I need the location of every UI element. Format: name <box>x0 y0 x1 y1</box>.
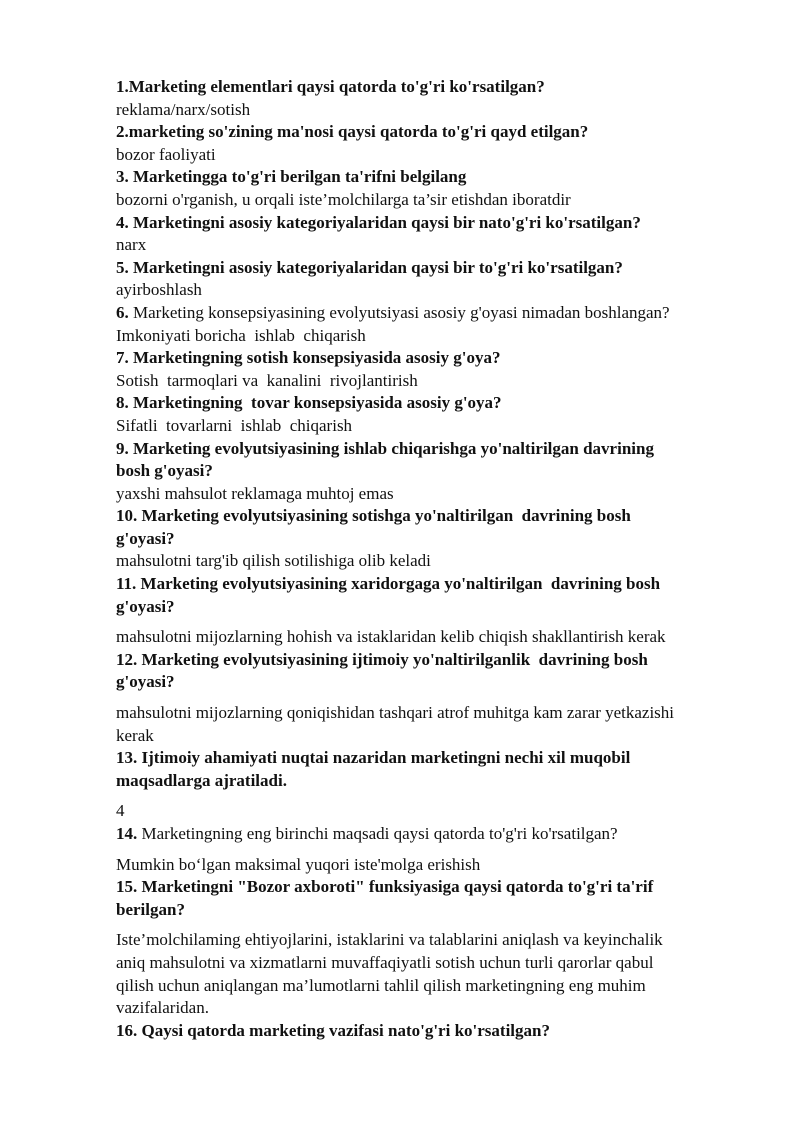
question-11-line-1: 11. Marketing evolyutsiyasining xaridorgaga yo'naltirilgan davrining bosh <box>116 574 661 594</box>
question-8: 8. Marketingning tovar konsepsiyasida asosiy g'oya? <box>116 393 502 413</box>
question-14 <box>116 823 746 846</box>
answer-7: Sotish tarmoqlari va kanalini rivojlantirish <box>116 370 418 390</box>
answer-14: Mumkin bo‘lgan maksimal yuqori iste'molga erishish <box>116 854 481 874</box>
answer-10: mahsulotni targ'ib qilish sotilishiga olib keladi <box>116 551 431 571</box>
question-3: 3. Marketingga to'g'ri berilgan ta'rifni belgilang <box>116 167 467 187</box>
answer-11: mahsulotni mijozlarning hohish va istaklaridan kelib chiqish shakllantirish kerak <box>116 627 666 647</box>
answer-13: 4 <box>116 801 125 821</box>
answer-15-line-4: vazifalaridan. <box>116 998 209 1018</box>
question-2: 2.marketing so'zining ma'nosi qaysi qatorda to'g'ri qayd etilgan? <box>116 122 589 142</box>
answer-8: Sifatli tovarlarni ishlab chiqarish <box>116 415 353 435</box>
answer-15-line-1: Iste’molchilaming ehtiyojlarini, istaklarini va talablarini aniqlash va keyinchalik <box>116 930 663 950</box>
question-11-line-2: g'oyasi? <box>116 596 175 616</box>
question-4: 4. Marketingni asosiy kategoriyalaridan qaysi bir nato'g'ri ko'rsatilgan? <box>116 212 641 232</box>
answer-15-line-3: qilish uchun aniqlangan ma’lumotlarni tahlil qilish marketingning eng muhim <box>116 975 646 995</box>
answer-9: yaxshi mahsulot reklamaga muhtoj emas <box>116 483 394 503</box>
question-6-number: 6. <box>116 302 129 322</box>
question-14-text: Marketingning eng birinchi maqsadi qaysi qatorda to'g'ri ko'rsatilgan? <box>137 824 618 843</box>
document-page <box>116 76 746 1042</box>
question-13-line-2: maqsadlarga ajratiladi. <box>116 770 287 790</box>
question-6-text: Marketing konsepsiyasining evolyutsiyasi asosiy g'oyasi nimadan boshlangan? <box>128 302 670 322</box>
question-15-line-2: berilgan? <box>116 899 185 919</box>
question-12-line-1: 12. Marketing evolyutsiyasining ijtimoiy yo'naltirilganlik davrining bosh <box>116 649 648 669</box>
question-5: 5. Marketingni asosiy kategoriyalaridan qaysi bir to'g'ri ko'rsatilgan? <box>116 257 623 277</box>
answer-2: bozor faoliyati <box>116 144 216 164</box>
question-1: 1.Marketing elementlari qaysi qatorda to'g'ri ko'rsatilgan? <box>116 77 545 96</box>
answer-3: bozorni o'rganish, u orqali iste’molchilarga ta’sir etishdan iboratdir <box>116 189 571 209</box>
question-9-line-2: bosh g'oyasi? <box>116 461 213 481</box>
question-6 <box>116 302 746 325</box>
answer-1: reklama/narx/sotish <box>116 99 251 119</box>
answer-4: narx <box>116 235 147 255</box>
question-15-line-1: 15. Marketingni "Bozor axboroti" funksiyasiga qaysi qatorda to'g'ri ta'rif <box>116 877 654 897</box>
question-14-number: 14. <box>116 824 138 843</box>
answer-6: Imkoniyati boricha ishlab chiqarish <box>116 325 366 345</box>
answer-5: ayirboshlash <box>116 280 202 300</box>
question-16: 16. Qaysi qatorda marketing vazifasi nato'g'ri ko'rsatilgan? <box>116 1020 550 1040</box>
question-10-line-1: 10. Marketing evolyutsiyasining sotishga yo'naltirilgan davrining bosh <box>116 506 631 526</box>
question-12-line-2: g'oyasi? <box>116 672 175 692</box>
question-9-line-1: 9. Marketing evolyutsiyasining ishlab chiqarishga yo'naltirilgan davrining <box>116 438 654 458</box>
answer-12-line-1: mahsulotni mijozlarning qoniqishidan tashqari atrof muhitga kam zarar yetkazishi <box>116 703 675 723</box>
question-13-line-1: 13. Ijtimoiy ahamiyati nuqtai nazaridan marketingni nechi xil muqobil <box>116 748 631 768</box>
question-7: 7. Marketingning sotish konsepsiyasida asosiy g'oya? <box>116 348 501 368</box>
answer-12-line-2: kerak <box>116 725 154 745</box>
answer-15-line-2: aniq mahsulotni va xizmatlarni muvaffaqiyatli sotish uchun turli qarorlar qabul <box>116 952 654 972</box>
question-10-line-2: g'oyasi? <box>116 528 175 548</box>
